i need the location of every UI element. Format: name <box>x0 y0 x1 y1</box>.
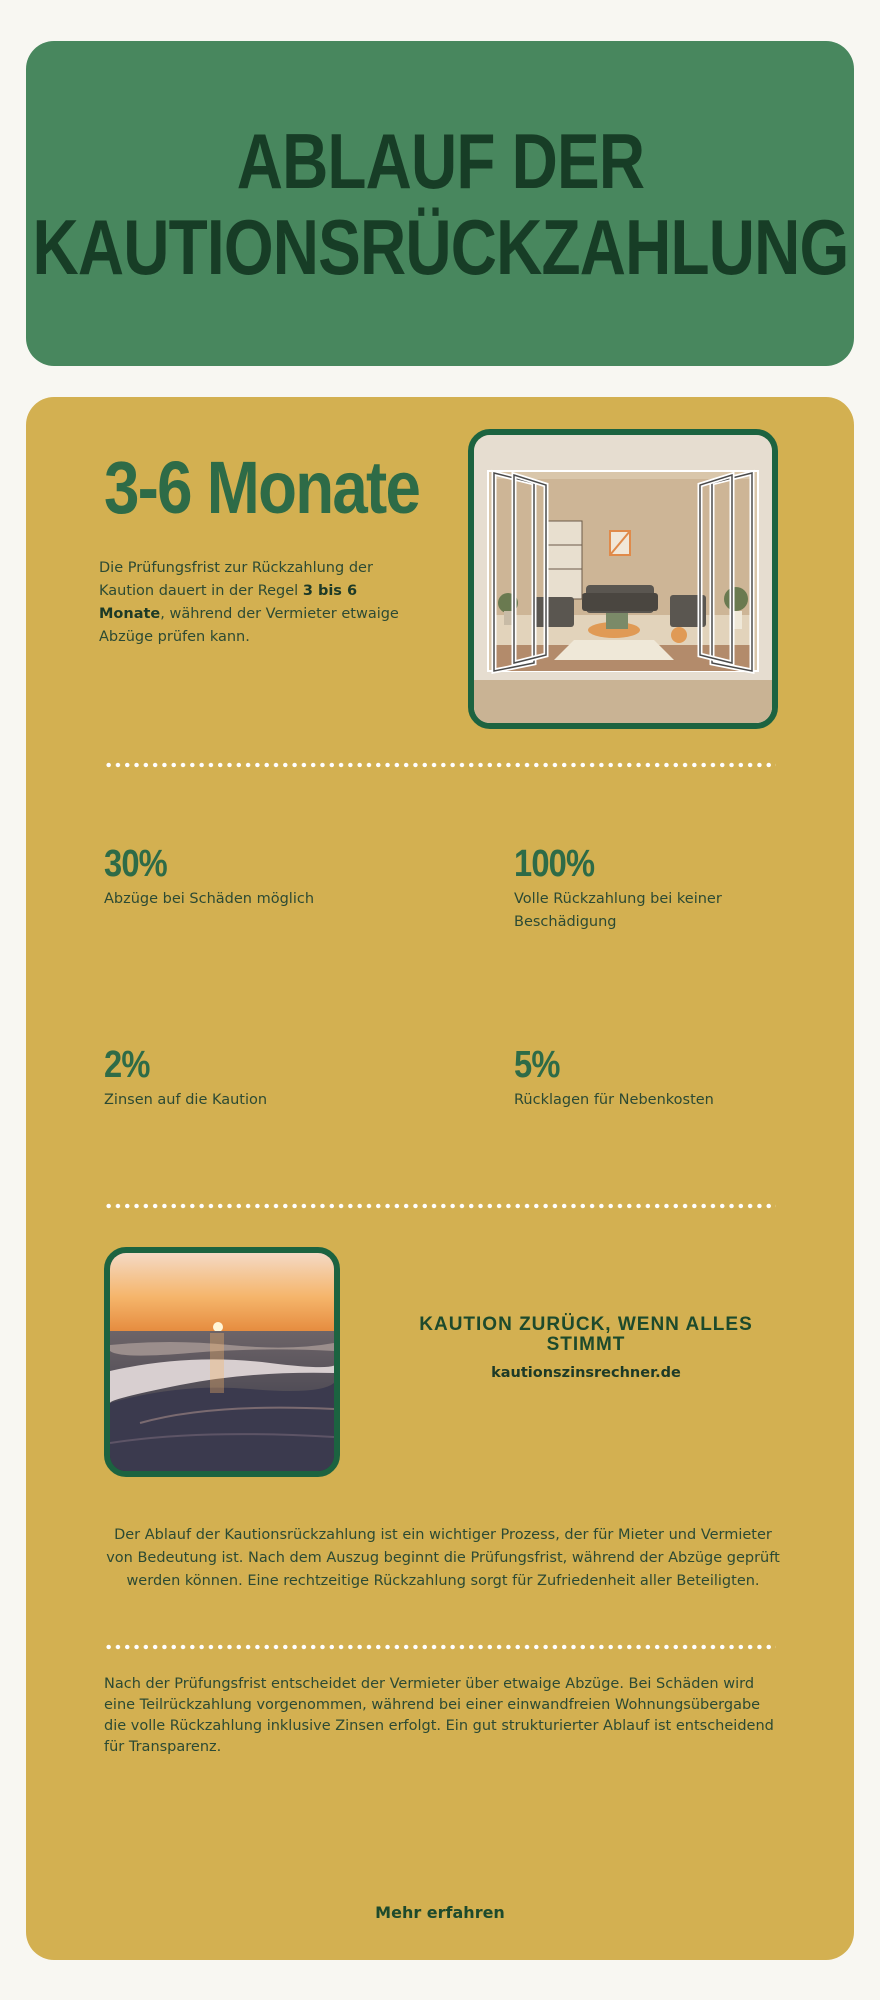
title-banner <box>26 41 854 366</box>
stat-label: Rücklagen für Nebenkosten <box>514 1092 714 1108</box>
stat-label: Abzüge bei Schäden möglich <box>104 891 315 907</box>
content-card <box>26 397 854 1960</box>
intro-text-bold: 3 bis 6 Monate <box>99 583 358 622</box>
stat-value: 30% <box>104 843 167 885</box>
website-label: kautionszinsrechner.de <box>491 1365 681 1381</box>
intro-text-end: , während der Vermieter etwaige Abzüge prüfen kann. <box>99 606 399 645</box>
page-title: ABLAUF DER KAUTIONSRÜCKZAHLUNG <box>32 116 848 291</box>
intro-text <box>99 557 419 649</box>
stat-label: Volle Rückzahlung bei keiner Beschädigung <box>514 891 722 930</box>
dotted-divider <box>104 1203 776 1209</box>
stat-item <box>514 842 774 934</box>
cta-title: KAUTION ZURÜCK, WENN ALLES STIMMT <box>419 1314 753 1355</box>
process-paragraph: Der Ablauf der Kautionsrückzahlung ist ein wichtiger Prozess, der für Mieter und Vermieter von Bedeutung ist. Nach dem Auszug beginnt die Prüfungsfrist, während der Abzüge geprüft werden können. Eine rechtzeitige Rückzahlung sorgt für Zufriedenheit aller Beteiligten. <box>106 1527 780 1589</box>
stat-item <box>104 842 364 911</box>
stat-label: Zinsen auf die Kaution <box>104 1092 268 1108</box>
sunset-image <box>110 1253 334 1471</box>
stat-value: 100% <box>514 843 595 885</box>
intro-text-start: Die Prüfungsfrist zur Rückzahlung der Kaution dauert in der Regel <box>99 560 373 599</box>
stat-value: 5% <box>514 1044 560 1086</box>
dotted-divider <box>104 1644 776 1650</box>
living-room-illustration <box>468 429 778 729</box>
stat-value: 2% <box>104 1044 150 1086</box>
stat-item <box>514 1043 774 1112</box>
beach-sunset-photo <box>104 1247 340 1477</box>
decision-paragraph: Nach der Prüfungsfrist entscheidet der Vermieter über etwaige Abzüge. Bei Schäden wird eine Teilrückzahlung vorgenommen, während bei einer einwandfreien Wohnungsübergabe die volle Rückzahlung inklusive Zinsen erfolgt. Ein gut strukturierter Ablauf ist entscheidend für Transparenz. <box>104 1676 774 1755</box>
duration-heading: 3-6 Monate <box>104 446 420 529</box>
stat-item <box>104 1043 364 1112</box>
learn-more-link[interactable]: Mehr erfahren <box>375 1903 505 1922</box>
living-room-image <box>474 435 772 723</box>
dotted-divider <box>104 762 776 768</box>
